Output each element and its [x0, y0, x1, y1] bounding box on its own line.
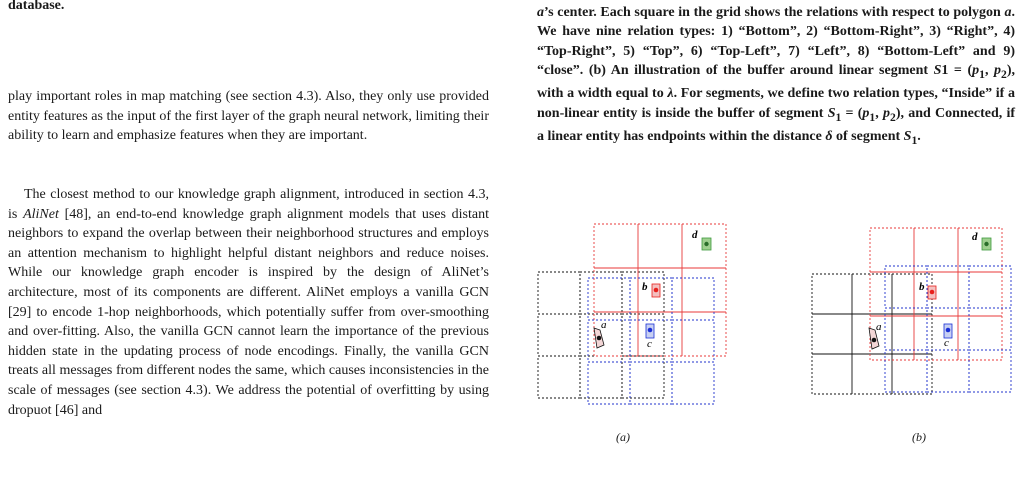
label-c: c [647, 338, 652, 350]
point-d-b [984, 242, 988, 246]
var-s: S [933, 63, 942, 79]
sub-1: 1 [979, 68, 985, 82]
paragraph-1-text: play important roles in map matching (see section 4.3). Also, they only use provided entity features as the input of the first layer of the graph neural network, limiting their ability to learn and emphasize features when they are important. [8, 89, 489, 144]
caption-part-7: ), and Connected, if a linear entity has endpoints within the distance [537, 105, 1016, 145]
label-a: a [601, 319, 607, 331]
caption-part-8: of segment [832, 129, 904, 145]
label-c-b: c [944, 337, 949, 349]
caption-part-3: 1 = ( [941, 63, 973, 79]
figure-caption [537, 3, 1015, 150]
var-s: S [903, 129, 912, 145]
var-p: p [994, 63, 1002, 79]
panel-a [538, 224, 726, 404]
point-d [704, 242, 708, 246]
var-s: S [827, 105, 836, 121]
paragraph-2-text-b: [48], an end-to-end knowledge graph alignment models that uses distant neighbors to expand the overlap between their neighborhood structures and employs an attention mechanism to highlight helpful distant neighbors and reduce noises. While our knowledge graph encoder is inspired by the design of AliNet’s architecture, most of its components are different. AliNet employs a vanilla GCN [29] to encode 1-hop neighborhoods, which potentially suffer from over-smoothing and over-fitting. Also, the vanilla GCN cannot learn the importance of the previous hidden state in the updating process of node encodings. Finally, the vanilla GCN treats all messages from different nodes the same, which causes inconsistencies in the scale of messages (see section 4.3). We address the potential of overfitting by using dropuot [46] and [8, 206, 489, 418]
caption-part-1: ’s center. Each square in the grid shows the relations with respect to polygon [544, 5, 1005, 20]
comma: , [984, 63, 995, 79]
spatial-relation-figure [530, 218, 1020, 458]
panel-b [812, 228, 1011, 394]
caption-part-4: ), with a width equal to [537, 63, 1016, 102]
sub-1: 1 [869, 110, 876, 124]
figure-svg [530, 218, 1020, 458]
sub-1: 1 [835, 110, 842, 124]
sub-1: 1 [911, 133, 918, 147]
comma: , [875, 105, 883, 121]
label-a-b: a [876, 321, 882, 333]
caption-part-9: . [917, 129, 921, 145]
label-d-b: d [972, 231, 978, 243]
caption-part-5: . For segments, we define two relation types, “Inside” if a non-linear entity is inside the buffer of segment [537, 86, 1015, 121]
label-b: b [642, 281, 648, 293]
point-b [654, 288, 659, 293]
label-b-b: b [919, 281, 925, 293]
var-a: a [537, 5, 544, 20]
label-d: d [692, 229, 698, 241]
subfigure-label-b: (b) [912, 430, 926, 444]
var-a: a [1004, 5, 1012, 20]
paragraph-2-text-a: The closest method to our knowledge graph alignment, introduced in section 4.3, is [8, 187, 489, 222]
subfigure-label-a: (a) [616, 430, 630, 444]
var-p: p [882, 105, 890, 121]
sub-2: 2 [1001, 68, 1007, 82]
sub-2: 2 [889, 110, 896, 124]
var-p: p [862, 105, 870, 121]
point-a-b [872, 338, 877, 343]
point-a [597, 336, 602, 341]
delta-symbol: δ [825, 129, 833, 145]
caption-fragment: database. [8, 0, 65, 13]
point-c [648, 328, 653, 333]
paragraph-1 [8, 87, 489, 146]
paragraph-2 [8, 185, 489, 420]
caption-part-6: = ( [841, 105, 863, 121]
point-c-b [946, 328, 951, 333]
var-p: p [972, 63, 980, 79]
lambda-symbol: λ [667, 86, 674, 102]
alinet-term: AliNet [23, 206, 59, 222]
caption-part-2: . We have nine relation types: 1) “Bottom”, 2) “Bottom-Right”, 3) “Right”, 4) “Top-Right”, 5) “Top”, 6) “Top-Left”, 7) “Left”, 8) “Bottom-Left” and 9) “close”. (b) An illustration of the buffer around linear segment [537, 5, 1015, 79]
point-b-b [930, 290, 935, 295]
